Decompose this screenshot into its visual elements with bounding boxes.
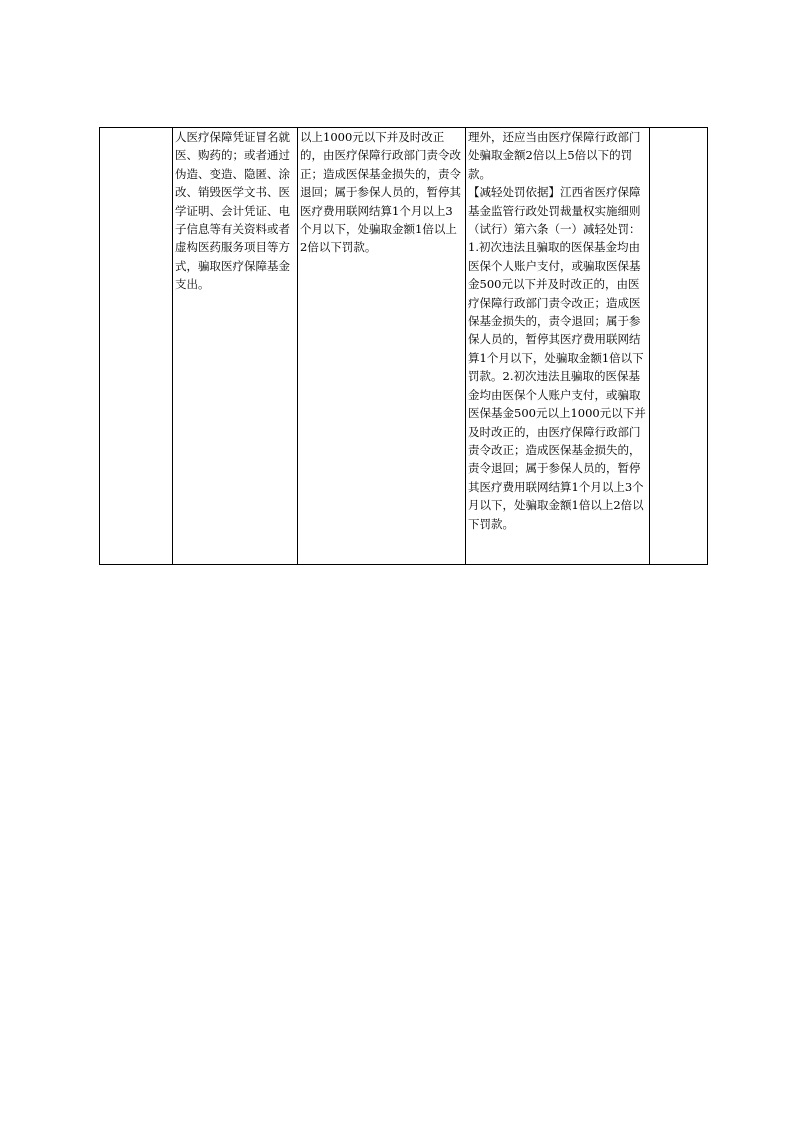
table-cell-violation: 人医疗保障凭证冒名就医、购药的；或者通过伪造、变造、隐匿、涂改、销毁医学文书、医学证明、会计凭证、电子信息等有关资料或者虚构医药服务项目等方式，骗取医疗保障基金支出。: [173, 128, 298, 565]
table-row: [100, 128, 708, 565]
penalty-basis-paragraph-1: 理外，还应当由医疗保障行政部门处骗取金额2倍以上5倍以下的罚款。: [468, 130, 641, 181]
table-cell-penalty-basis: [466, 128, 650, 565]
penalty-table: [99, 127, 708, 565]
table-cell-blank-left: [100, 128, 173, 565]
table-cell-penalty-range: 以上1000元以下并及时改正的，由医疗保障行政部门责令改正；造成医保基金损失的，责令退回；属于参保人员的，暂停其医疗费用联网结算1个月以上3个月以下，处骗取金额1倍以上2倍以下罚款。: [298, 128, 466, 565]
table-cell-blank-right: [650, 128, 708, 565]
penalty-basis-paragraph-2: 【减轻处罚依据】江西省医疗保障基金监管行政处罚裁量权实施细则（试行）第六条（一）减轻处罚：1.初次违法且骗取的医保基金均由医保个人账户支付，或骗取医保基金500元以下并及时改正的，由医疗保障行政部门责令改正；造成医保基金损失的，责令退回；属于参保人员的，暂停其医疗费用联网结算1个月以下，处骗取金额1倍以下罚款。2.初次违法且骗取的医保基金均由医保个人账户支付，或骗取医保基金500元以上1000元以下并及时改正的，由医疗保障行政部门责令改正；造成医保基金损失的，责令退回；属于参保人员的，暂停其医疗费用联网结算1个月以上3个月以下，处骗取金额1倍以上2倍以下罚款。: [468, 185, 646, 531]
